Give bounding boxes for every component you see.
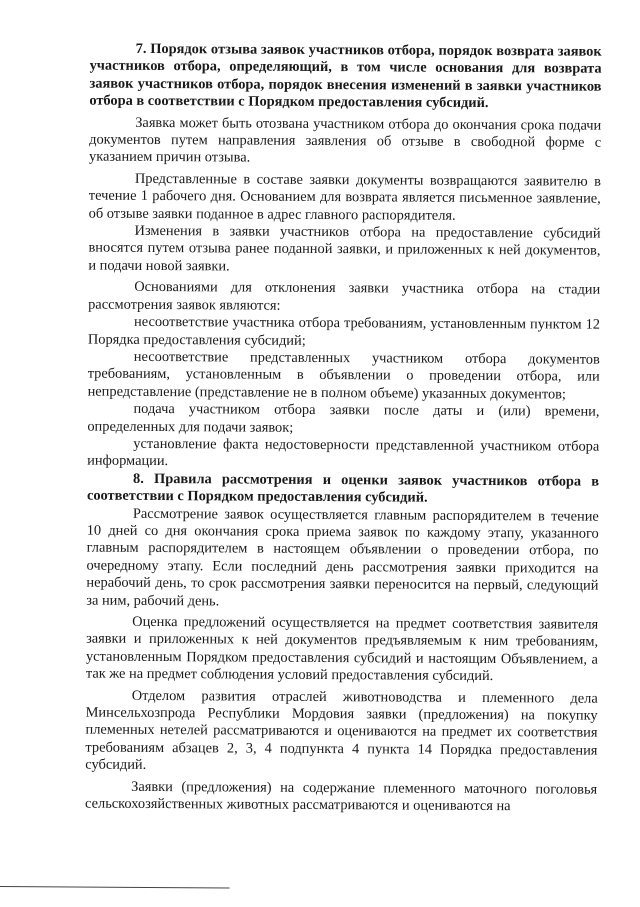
paragraph: Представленные в составе заявки документы возвращаются заявителю в течение 1 рабочего дня. Основанием для возврата является письменное заявление, об отзыве заявки поданное в адрес главного распорядителя.: [88, 170, 601, 224]
list-item: подача участником отбора заявки после даты и (или) времени, определенных для подачи заявок;: [87, 400, 600, 436]
footnote-divider: [0, 886, 230, 888]
paragraph: Основаниями для отклонения заявки участника отбора на стадии рассмотрения заявок являются:: [88, 279, 601, 314]
paragraph: Оценка предложений осуществляется на предмет соответствия заявителя заявки и приложенных к ней документов предъявляемым к ним требованиям, установленным Порядком предоставления субсидий и настоящим Объявлением, а так же на предмет соблюдения условий предоставления субсидий.: [85, 613, 599, 685]
section-7-heading: 7. Порядок отзыва заявок участников отбора, порядок возврата заявок участников отбора, определяющий, в том числе основания для возврата заявок участников отбора, порядок внесения изменений в заявки участников отбора в соответствии с Порядком предоставления субсидий.: [89, 40, 602, 112]
paragraph: Рассмотрение заявок осуществляется главным распорядителем в течение 10 дней со дня окончания срока приема заявок по каждому этапу, указанного главным распорядителем в настоящем объявлении о проведении отбора, по очередному этапу. Если последний день рассмотрения заявки приходится на нерабочий день, то срок рассмотрения заявки переносится на первый, следующий за ним, рабочий день.: [86, 505, 599, 609]
list-item: несоответствие участника отбора требованиям, установленным пунктом 12 Порядка предоставления субсидий;: [87, 313, 601, 349]
list-item: несоответствие представленных участником отбора документов требованиям, установленным в объявлении о проведении отбора, или непредставление (представление не в полном объеме) указанных документов;: [87, 348, 600, 403]
paragraph: Отделом развития отраслей животноводства и племенного дела Минсельхозпрода Республики Мордовия заявки (предложения) на покупку племенных нетелей рассматриваются и оцениваются на предмет их соответствия требованиям абзацев 2, 3, 4 подпункта 4 пункта 14 Порядка предоставления субсидий.: [85, 687, 598, 774]
section-8-heading: 8. Правила рассмотрения и оценки заявок участников отбора в соответствии с Порядком предоставления субсидий.: [86, 470, 600, 506]
paragraph: Заявки (предложения) на содержание племенного маточного поголовья сельскохозяйственных животных рассматриваются и оцениваются на: [85, 778, 598, 815]
list-item: установление факта недостоверности представленной участником отбора информации.: [87, 435, 600, 470]
paragraph: Изменения в заявки участников отбора на предоставление субсидий вносятся путем отзыва ранее поданной заявки, и приложенных к ней документов, и подачи новой заявки.: [88, 222, 601, 275]
paragraph: Заявка может быть отозвана участником отбора до окончания срока подачи документов путем направления заявления об отзыве в свободной форме с указанием причин отзыва.: [88, 114, 602, 167]
